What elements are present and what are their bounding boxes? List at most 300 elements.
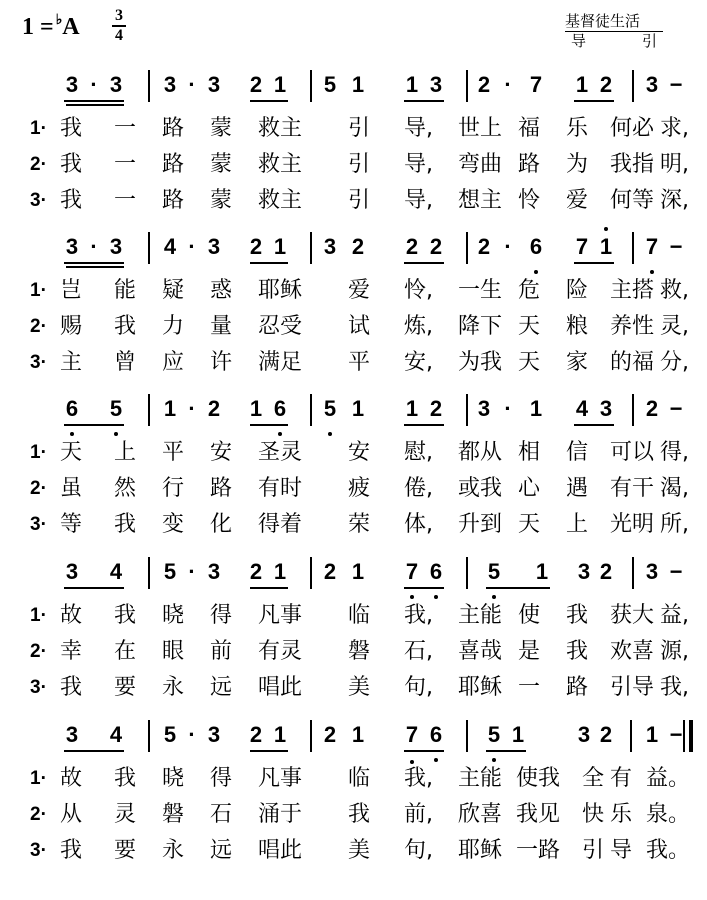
lyric-syllable: 相 xyxy=(518,440,541,465)
lyric-syllable: 唱此 xyxy=(258,675,303,700)
lyric-syllable: 磐 xyxy=(162,802,185,827)
verse-number: 2· xyxy=(30,478,47,499)
dot-duration: · xyxy=(188,234,196,259)
verse-line xyxy=(0,276,707,306)
lyric-syllable: 心 xyxy=(518,476,541,501)
lyric-syllable: 救主 xyxy=(258,152,303,177)
lyric-syllable: 满足 xyxy=(258,350,303,375)
note: 2 xyxy=(207,396,221,421)
final-barline-thin xyxy=(683,720,685,752)
lyric-syllable: 安, xyxy=(404,350,433,375)
note: 4 xyxy=(575,396,589,421)
note: 4 xyxy=(163,234,177,259)
verse-number: 3· xyxy=(30,352,47,373)
lyric-syllable: 荣 xyxy=(348,512,371,537)
octave-down-dot xyxy=(70,432,74,436)
lyric-syllable: 永 xyxy=(162,675,185,700)
lyric-syllable: 一 xyxy=(114,152,137,177)
note: 2 xyxy=(429,396,443,421)
beam-underline xyxy=(486,587,550,589)
note: 2 xyxy=(599,722,613,747)
barline xyxy=(310,232,312,264)
lyric-syllable: 想主 xyxy=(458,188,503,213)
lyric-syllable: 永 xyxy=(162,838,185,863)
dash-extension: − xyxy=(669,72,683,97)
verse-number: 1· xyxy=(30,118,47,139)
lyric-syllable: 我 xyxy=(114,766,137,791)
dash-extension: − xyxy=(669,559,683,584)
note: 2 xyxy=(599,559,613,584)
octave-down-dot xyxy=(278,432,282,436)
lyric-syllable: 眼 xyxy=(162,639,185,664)
attribution xyxy=(565,12,663,50)
verse-number: 1· xyxy=(30,768,47,789)
lyric-syllable: 爱 xyxy=(566,188,589,213)
barline xyxy=(632,232,634,264)
dash-extension: − xyxy=(669,396,683,421)
lyric-syllable: 远 xyxy=(210,838,233,863)
note: 2 xyxy=(599,72,613,97)
beam-underline xyxy=(64,750,124,752)
verse-line xyxy=(0,836,707,866)
attribution-title-char-2: 引 xyxy=(641,32,657,50)
lyric-syllable: 远 xyxy=(210,675,233,700)
verse-line xyxy=(0,114,707,144)
note: 3 xyxy=(109,72,123,97)
lyric-syllable: 引 xyxy=(582,838,605,863)
music-system xyxy=(0,555,707,725)
octave-down-dot xyxy=(492,595,496,599)
lyric-syllable: 凡事 xyxy=(258,603,303,628)
lyric-syllable: 险 xyxy=(566,278,589,303)
note: 2 xyxy=(249,234,263,259)
lyric-syllable: 降下 xyxy=(458,314,503,339)
verse-line xyxy=(0,637,707,667)
lyric-syllable: 粮 xyxy=(566,314,589,339)
lyric-syllable: 我 xyxy=(114,314,137,339)
lyric-syllable: 主能 xyxy=(458,766,503,791)
lyric-syllable: 所, xyxy=(660,512,689,537)
notation-line xyxy=(0,555,707,605)
verse-number: 3· xyxy=(30,840,47,861)
octave-down-dot xyxy=(534,270,538,274)
key-signature xyxy=(22,14,80,41)
lyric-syllable: 故 xyxy=(60,766,83,791)
lyric-syllable: 灵, xyxy=(660,314,689,339)
lyric-syllable: 蒙 xyxy=(210,188,233,213)
lyric-syllable: 试 xyxy=(348,314,371,339)
verse-line xyxy=(0,601,707,631)
beam-underline xyxy=(250,750,288,752)
dot-duration: · xyxy=(188,559,196,584)
lyric-syllable: 我 xyxy=(60,116,83,141)
beam-underline xyxy=(486,750,526,752)
lyric-syllable: 路 xyxy=(162,116,185,141)
lyric-syllable: 都从 xyxy=(458,440,503,465)
lyric-syllable: 天 xyxy=(518,350,541,375)
beam-underline xyxy=(66,104,124,106)
lyric-syllable: 慰, xyxy=(404,440,433,465)
lyric-syllable: 凡事 xyxy=(258,766,303,791)
note: 1 xyxy=(529,396,543,421)
lyric-syllable: 磐 xyxy=(348,639,371,664)
lyric-syllable: 岂 xyxy=(60,278,83,303)
note: 3 xyxy=(477,396,491,421)
lyric-syllable: 灵 xyxy=(114,802,137,827)
lyric-syllable: 蒙 xyxy=(210,152,233,177)
note: 1 xyxy=(599,234,613,259)
lyric-syllable: 唱此 xyxy=(258,838,303,863)
beam-underline xyxy=(404,587,444,589)
note: 4 xyxy=(109,722,123,747)
beam-underline xyxy=(64,587,124,589)
lyric-syllable: 何等 xyxy=(610,188,655,213)
note: 1 xyxy=(249,396,263,421)
lyric-syllable: 我见 xyxy=(516,802,561,827)
note: 2 xyxy=(249,72,263,97)
beam-underline xyxy=(404,262,444,264)
verse-line xyxy=(0,510,707,540)
lyric-syllable: 我, xyxy=(404,766,433,791)
note: 1 xyxy=(351,72,365,97)
note: 2 xyxy=(323,559,337,584)
lyric-syllable: 得, xyxy=(660,440,689,465)
lyric-syllable: 曾 xyxy=(114,350,137,375)
lyric-syllable: 是 xyxy=(518,639,541,664)
note: 5 xyxy=(323,72,337,97)
lyric-syllable: 乐 xyxy=(566,116,589,141)
barline xyxy=(148,557,150,589)
dash-extension: − xyxy=(669,234,683,259)
barline xyxy=(310,394,312,426)
lyric-syllable: 化 xyxy=(210,512,233,537)
note: 1 xyxy=(351,722,365,747)
lyric-syllable: 要 xyxy=(114,838,137,863)
beam-underline xyxy=(64,424,124,426)
note: 2 xyxy=(477,234,491,259)
barline xyxy=(466,232,468,264)
lyric-syllable: 深, xyxy=(660,188,689,213)
verse-number: 1· xyxy=(30,442,47,463)
note: 3 xyxy=(65,234,79,259)
lyric-syllable: 我 xyxy=(566,603,589,628)
lyric-syllable: 路 xyxy=(210,476,233,501)
barline xyxy=(466,557,468,589)
note: 3 xyxy=(429,72,443,97)
lyric-syllable: 句, xyxy=(404,675,433,700)
lyric-syllable: 上 xyxy=(114,440,137,465)
lyric-syllable: 我, xyxy=(404,603,433,628)
lyric-syllable: 或我 xyxy=(458,476,503,501)
note: 3 xyxy=(645,72,659,97)
note: 3 xyxy=(207,722,221,747)
verse-line xyxy=(0,764,707,794)
lyric-syllable: 一生 xyxy=(458,278,503,303)
barline xyxy=(466,394,468,426)
lyric-syllable: 我 xyxy=(566,639,589,664)
lyric-syllable: 救主 xyxy=(258,116,303,141)
lyric-syllable: 前 xyxy=(210,639,233,664)
lyric-syllable: 蒙 xyxy=(210,116,233,141)
lyric-syllable: 平 xyxy=(348,350,371,375)
lyric-syllable: 要 xyxy=(114,675,137,700)
lyric-syllable: 欢喜 xyxy=(610,639,655,664)
lyric-syllable: 前, xyxy=(404,802,433,827)
octave-down-dot xyxy=(650,270,654,274)
verse-line xyxy=(0,348,707,378)
lyric-syllable: 何必 xyxy=(610,116,655,141)
beam-underline xyxy=(404,100,444,102)
note: 6 xyxy=(429,722,443,747)
note: 5 xyxy=(163,722,177,747)
lyric-syllable: 晓 xyxy=(162,603,185,628)
beam-underline xyxy=(66,266,124,268)
octave-down-dot xyxy=(434,595,438,599)
lyric-syllable: 炼, xyxy=(404,314,433,339)
lyric-syllable: 临 xyxy=(348,766,371,791)
lyric-syllable: 虽 xyxy=(60,476,83,501)
lyric-syllable: 疑 xyxy=(162,278,185,303)
lyric-syllable: 主能 xyxy=(458,603,503,628)
dot-duration: · xyxy=(188,72,196,97)
note: 2 xyxy=(429,234,443,259)
note: 2 xyxy=(249,722,263,747)
note: 1 xyxy=(273,559,287,584)
lyric-syllable: 弯曲 xyxy=(458,152,503,177)
lyric-syllable: 一 xyxy=(114,116,137,141)
note: 1 xyxy=(163,396,177,421)
barline xyxy=(466,70,468,102)
music-system xyxy=(0,718,707,888)
lyric-syllable: 路 xyxy=(566,675,589,700)
note: 7 xyxy=(405,559,419,584)
verse-number: 2· xyxy=(30,641,47,662)
verse-line xyxy=(0,312,707,342)
lyric-syllable: 一 xyxy=(518,675,541,700)
lyric-syllable: 天 xyxy=(60,440,83,465)
lyric-syllable: 惑 xyxy=(210,278,233,303)
meter-top: 3 xyxy=(115,7,123,24)
dot-duration: · xyxy=(188,396,196,421)
lyric-syllable: 上 xyxy=(566,512,589,537)
note: 5 xyxy=(109,396,123,421)
lyric-syllable: 乐 xyxy=(610,802,633,827)
barline xyxy=(148,720,150,752)
lyric-syllable: 升到 xyxy=(458,512,503,537)
beam-underline xyxy=(574,262,614,264)
lyric-syllable: 赐 xyxy=(60,314,83,339)
lyric-syllable: 然 xyxy=(114,476,137,501)
lyric-syllable: 一 xyxy=(114,188,137,213)
note: 2 xyxy=(249,559,263,584)
note: 6 xyxy=(273,396,287,421)
score-header xyxy=(0,0,707,60)
lyric-syllable: 我 xyxy=(60,838,83,863)
lyric-syllable: 的福 xyxy=(610,350,655,375)
barline xyxy=(310,70,312,102)
lyric-syllable: 力 xyxy=(162,314,185,339)
lyric-syllable: 家 xyxy=(566,350,589,375)
notation-line xyxy=(0,230,707,280)
barline xyxy=(630,720,632,752)
lyric-syllable: 导 xyxy=(610,838,633,863)
dot-duration: · xyxy=(504,396,512,421)
lyric-syllable: 美 xyxy=(348,838,371,863)
verse-number: 3· xyxy=(30,514,47,535)
note: 1 xyxy=(273,234,287,259)
verse-line xyxy=(0,186,707,216)
notation-line xyxy=(0,392,707,442)
barline xyxy=(148,394,150,426)
lyric-syllable: 救主 xyxy=(258,188,303,213)
beam-underline xyxy=(64,100,124,102)
note: 3 xyxy=(323,234,337,259)
lyric-syllable: 我, xyxy=(660,675,689,700)
dot-duration: · xyxy=(504,72,512,97)
lyric-syllable: 可以 xyxy=(610,440,655,465)
lyric-syllable: 我 xyxy=(114,603,137,628)
lyric-syllable: 救, xyxy=(660,278,689,303)
lyric-syllable: 得着 xyxy=(258,512,303,537)
note: 4 xyxy=(109,559,123,584)
attribution-title-char-1: 导 xyxy=(571,32,587,50)
lyric-syllable: 路 xyxy=(162,152,185,177)
notation-line xyxy=(0,718,707,768)
meter-bottom: 4 xyxy=(115,26,123,44)
verse-line xyxy=(0,150,707,180)
lyric-syllable: 晓 xyxy=(162,766,185,791)
lyric-syllable: 故 xyxy=(60,603,83,628)
lyric-syllable: 我指 xyxy=(610,152,655,177)
note: 7 xyxy=(405,722,419,747)
lyric-syllable: 引 xyxy=(348,116,371,141)
lyric-syllable: 路 xyxy=(162,188,185,213)
lyric-syllable: 忍受 xyxy=(258,314,303,339)
barline xyxy=(148,232,150,264)
note: 7 xyxy=(575,234,589,259)
lyric-syllable: 引 xyxy=(348,152,371,177)
lyric-syllable: 为 xyxy=(566,152,589,177)
note: 3 xyxy=(599,396,613,421)
verse-line xyxy=(0,673,707,703)
flat-sign: ♭ xyxy=(55,13,63,28)
lyric-syllable: 临 xyxy=(348,603,371,628)
lyric-syllable: 主 xyxy=(60,350,83,375)
lyric-syllable: 耶稣 xyxy=(458,838,503,863)
lyric-syllable: 路 xyxy=(518,152,541,177)
lyric-syllable: 使 xyxy=(518,603,541,628)
barline xyxy=(148,70,150,102)
verse-line xyxy=(0,438,707,468)
lyric-syllable: 一路 xyxy=(516,838,561,863)
key-prefix: 1 = xyxy=(22,14,54,40)
octave-up-dot xyxy=(604,227,608,231)
barline xyxy=(466,720,468,752)
note: 3 xyxy=(65,559,79,584)
dot-duration: · xyxy=(188,722,196,747)
octave-down-dot xyxy=(492,758,496,762)
note: 7 xyxy=(645,234,659,259)
notation-line xyxy=(0,68,707,118)
lyric-syllable: 养性 xyxy=(610,314,655,339)
dot-duration: · xyxy=(504,234,512,259)
note: 3 xyxy=(207,234,221,259)
lyric-syllable: 量 xyxy=(210,314,233,339)
lyric-syllable: 泉。 xyxy=(646,802,691,827)
lyric-syllable: 疲 xyxy=(348,476,371,501)
lyric-syllable: 从 xyxy=(60,802,83,827)
lyric-syllable: 导, xyxy=(404,116,433,141)
lyric-syllable: 信 xyxy=(566,440,589,465)
music-system xyxy=(0,230,707,400)
lyric-syllable: 圣灵 xyxy=(258,440,303,465)
lyric-syllable: 益。 xyxy=(646,766,691,791)
dot-duration: · xyxy=(90,72,98,97)
lyric-syllable: 等 xyxy=(60,512,83,537)
verse-line xyxy=(0,474,707,504)
note: 6 xyxy=(529,234,543,259)
barline xyxy=(632,394,634,426)
lyric-syllable: 得 xyxy=(210,766,233,791)
beam-underline xyxy=(250,100,288,102)
attribution-source: 基督徒生活 xyxy=(565,12,663,32)
note: 5 xyxy=(163,559,177,584)
lyric-syllable: 变 xyxy=(162,512,185,537)
lyric-syllable: 许 xyxy=(210,350,233,375)
octave-down-dot xyxy=(410,595,414,599)
lyric-syllable: 天 xyxy=(518,512,541,537)
barline xyxy=(310,720,312,752)
attribution-title xyxy=(565,32,663,50)
beam-underline xyxy=(574,424,614,426)
music-system xyxy=(0,68,707,238)
note: 1 xyxy=(273,722,287,747)
note: 5 xyxy=(323,396,337,421)
lyric-syllable: 我。 xyxy=(646,838,691,863)
note: 3 xyxy=(577,722,591,747)
note: 2 xyxy=(351,234,365,259)
lyric-syllable: 安 xyxy=(210,440,233,465)
time-signature xyxy=(112,8,126,44)
note: 1 xyxy=(535,559,549,584)
note: 2 xyxy=(645,396,659,421)
lyric-syllable: 怜 xyxy=(518,188,541,213)
lyric-syllable: 福 xyxy=(518,116,541,141)
lyric-syllable: 世上 xyxy=(458,116,503,141)
lyric-syllable: 为我 xyxy=(458,350,503,375)
lyric-syllable: 石 xyxy=(210,802,233,827)
lyric-syllable: 我 xyxy=(114,512,137,537)
note: 6 xyxy=(65,396,79,421)
lyric-syllable: 美 xyxy=(348,675,371,700)
verse-line xyxy=(0,800,707,830)
note: 2 xyxy=(405,234,419,259)
lyric-syllable: 有 xyxy=(610,766,633,791)
lyric-syllable: 引 xyxy=(348,188,371,213)
lyric-syllable: 益, xyxy=(660,603,689,628)
beam-underline xyxy=(250,262,288,264)
note: 7 xyxy=(529,72,543,97)
lyric-syllable: 全 xyxy=(582,766,605,791)
note: 2 xyxy=(477,72,491,97)
octave-down-dot xyxy=(434,758,438,762)
lyric-syllable: 危 xyxy=(518,278,541,303)
lyric-syllable: 得 xyxy=(210,603,233,628)
lyric-syllable: 石, xyxy=(404,639,433,664)
note: 3 xyxy=(207,72,221,97)
verse-number: 2· xyxy=(30,316,47,337)
verse-number: 3· xyxy=(30,190,47,211)
